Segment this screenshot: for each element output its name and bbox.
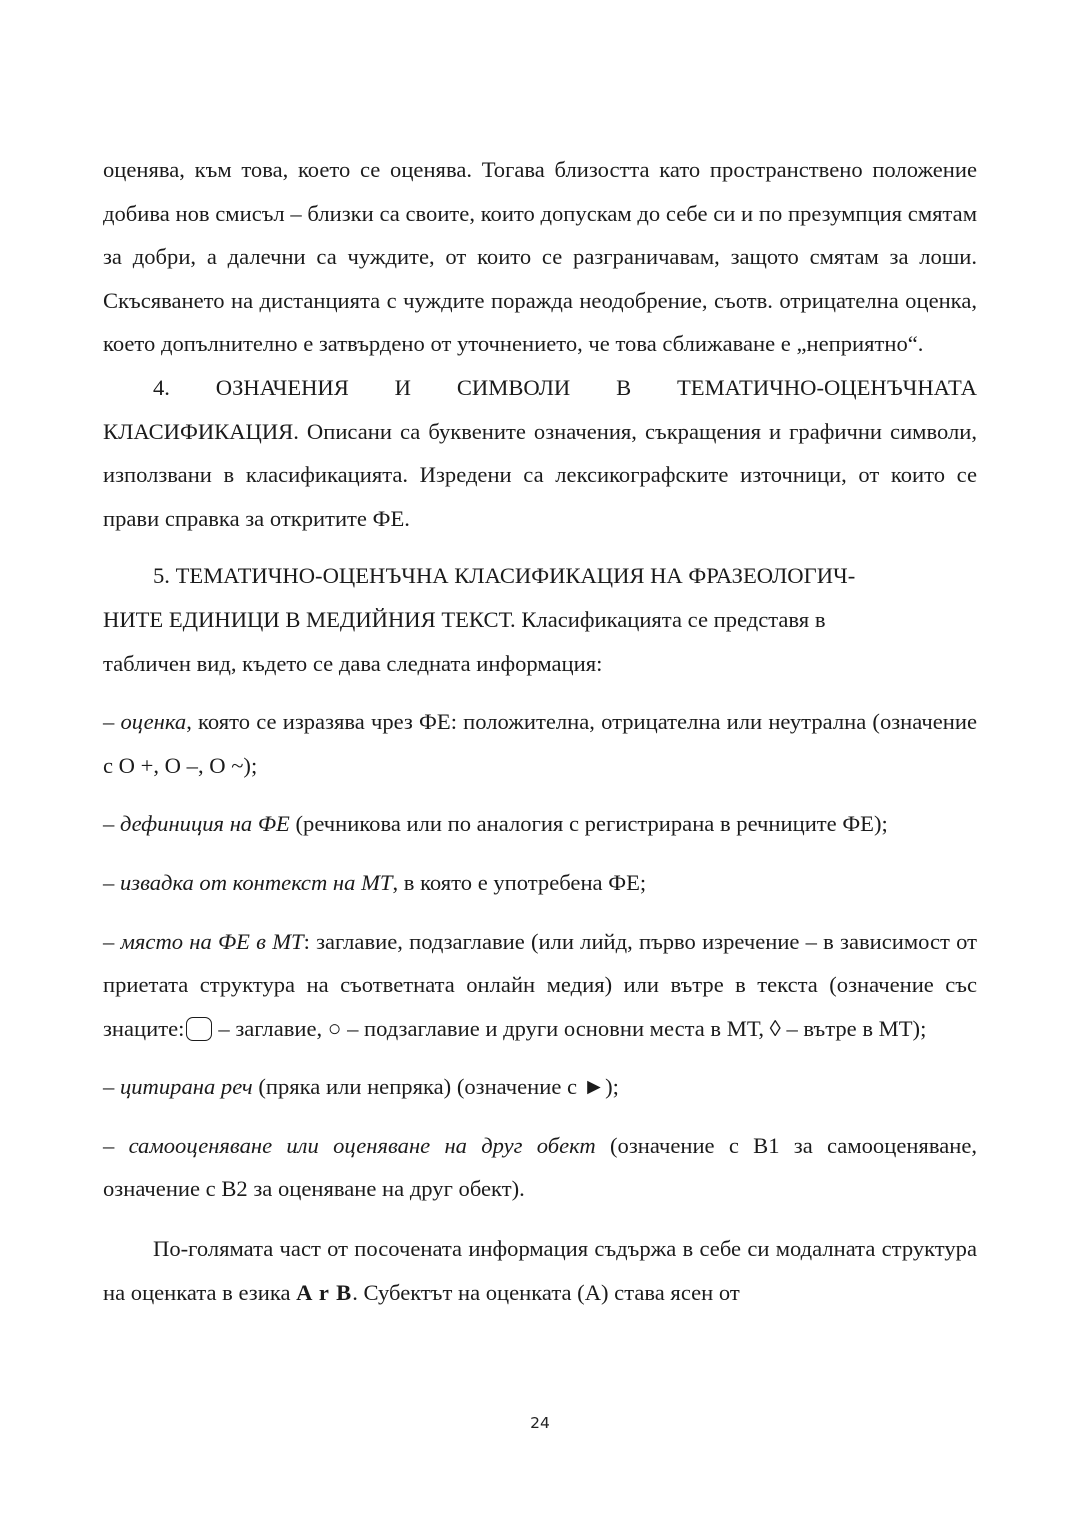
list-text: (означение с В1 за самооценяване, означение с В2 за оценяване на друг обект). [103, 1132, 977, 1202]
paragraph-continuation: оценява, към това, което се оценява. Тогава близостта като пространствено положение добива нов смисъл – близки са своите, които допускам до себе си и по презумпция смятам за добри, а далечни са чуждите, от които се разграничавам, защото смятам за лоши. Скъсяването на дистанцията с чуждите поражда неодобрение, съотв. отрицателна оценка, което допълнително е затвърдено от уточнението, че това сближаване е „неприятно“. [103, 157, 977, 357]
list-text: (пряка или непряка) (означение с ►); [252, 1074, 619, 1100]
list-item [103, 861, 977, 905]
list-item [103, 920, 977, 1051]
list-dash: – [103, 869, 120, 895]
list-text: , в която е употребена ФЕ; [392, 869, 647, 895]
list-item [103, 1124, 977, 1211]
section-4-paragraph: 4. ОЗНАЧЕНИЯ И СИМВОЛИ В ТЕМАТИЧНО-ОЦЕНЪЧНАТА КЛАСИФИКАЦИЯ. Описани са буквените означения, съкращения и графични символи, използвани в класификацията. Изредени са лексикографските източници, от които се прави справка за откритите ФЕ. [103, 374, 977, 531]
section-5-line-1: 5. ТЕМАТИЧНО-ОЦЕНЪЧНА КЛАСИФИКАЦИЯ НА ФРАЗЕОЛОГИЧ- [153, 563, 856, 589]
section-5-line-2: НИТЕ ЕДИНИЦИ В МЕДИЙНИЯ ТЕКСТ. Класификацията се представя в [103, 606, 826, 632]
closing-text: По-голямата част от посочената информация съдържа в себе си модалната структура на оценката в езика [103, 1236, 977, 1305]
formula: A r B [296, 1279, 353, 1305]
list-term: оценка [120, 709, 187, 735]
section-5-line-3: табличен вид, където се дава следната информация: [103, 650, 603, 676]
list-text: , която се изразява чрез ФЕ: положителна, отрицателна или неутрална (означение с О +, О –, О ~); [103, 709, 977, 778]
list-term: извадка от контекст на МТ [119, 869, 393, 895]
list-dash: – [103, 1132, 129, 1158]
list-dash: – [103, 811, 120, 837]
list-dash: – [103, 928, 121, 954]
list-dash: – [103, 1074, 120, 1100]
list-item [103, 700, 977, 787]
closing-paragraph [103, 1227, 977, 1314]
list-text: (речникова или по аналогия с регистрирана в речниците ФЕ); [289, 811, 888, 837]
list-term: място на ФЕ в МТ [120, 928, 304, 954]
list-item [103, 802, 977, 846]
list-item [103, 1065, 977, 1109]
closing-text: . Субектът на оценката (А) става ясен от [352, 1279, 740, 1305]
document-body [103, 148, 977, 1314]
list-text: : заглавие, подзаглавие (или лийд, първо изречение – в зависимост от приетата структура на съответната онлайн медия) или вътре в текста (означение със знаците: [103, 928, 978, 1041]
list-dash: – [103, 709, 121, 735]
section-5-heading [103, 554, 977, 685]
list-text: – заглавие, ○ – подзаглавие и други основни места в МТ, ◊ – вътре в МТ); [218, 1015, 927, 1041]
page-number: 24 [530, 1414, 550, 1432]
rounded-square-icon [186, 1017, 212, 1041]
list-term: цитирана реч [119, 1074, 253, 1100]
list-term: дефиниция на ФЕ [119, 811, 290, 837]
list-term: самооценяване или оценяване на друг обект [128, 1132, 596, 1158]
